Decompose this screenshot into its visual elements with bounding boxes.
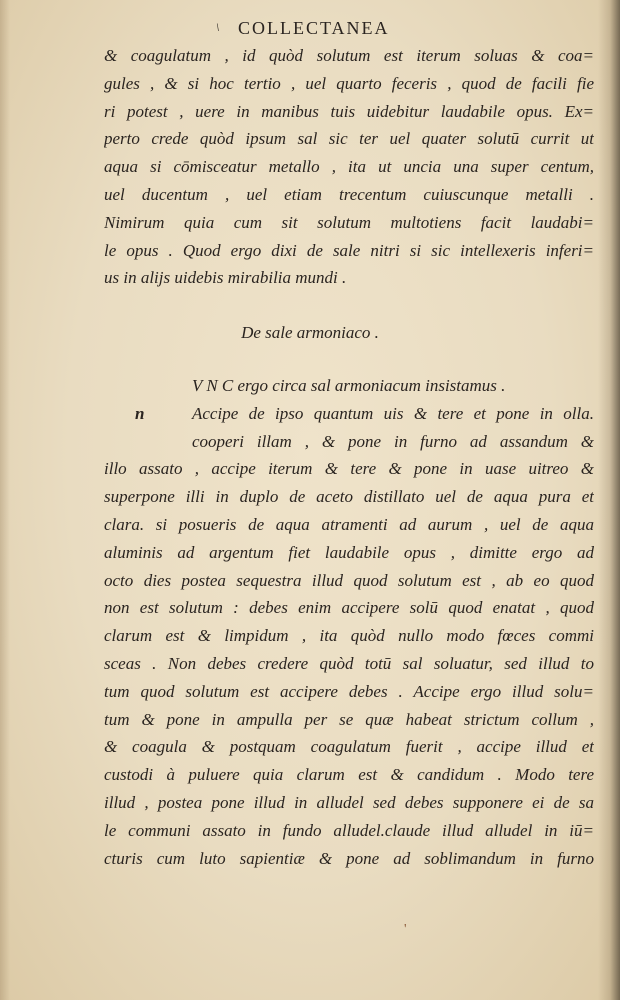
text-line: Accipe de ipso quantum uis & tere et pone in olla. <box>192 403 594 423</box>
text-line: uel ducentum , uel etiam trecentum cuiuscunque metalli . <box>104 184 594 204</box>
text-line: le communi assato in fundo alludel.claude illud alludel in iū= <box>104 820 594 840</box>
text-line: perto crede quòd ipsum sal sic ter uel quater solutū currit ut <box>104 129 594 149</box>
header-mark: \ <box>216 20 220 34</box>
text-line: Nimirum quia cum sit solutum multotiens facit laudabi= <box>104 212 594 232</box>
text-line: clarum est & limpidum , ita quòd nullo modo fœces commi <box>104 626 594 646</box>
text-line: cturis cum luto sapientiæ & pone ad soblimandum in furno <box>104 848 594 868</box>
text-line: tum quod solutum est accipere debes . Accipe ergo illud solu= <box>104 681 594 701</box>
text-line: sceas . Non debes credere quòd totū sal soluatur, sed illud to <box>104 653 594 673</box>
text-line: non est solutum : debes enim accipere solū quod enatat , quod <box>104 598 594 618</box>
text-line: tum & pone in ampulla per se quæ habeat strictum collum , <box>104 709 594 729</box>
text-line: illud , postea pone illud in alludel sed debes supponere ei de sa <box>104 792 594 812</box>
page-gutter-shadow <box>598 0 620 1000</box>
page-left-edge <box>0 0 10 1000</box>
text-line: clara. si posueris de aqua atramenti ad aurum , uel de aqua <box>104 514 594 534</box>
text-line: superpone illi in duplo de aceto distillato uel de aqua pura et <box>104 487 594 507</box>
text-line: cooperi illam , & pone in furno ad assandum & <box>192 431 594 451</box>
text-line: gules , & si hoc tertio , uel quarto feceris , quod de facili fie <box>104 73 594 93</box>
running-title: COLLECTANEA <box>238 18 390 38</box>
text-line: octo dies postea sequestra illud quod solutum est , ab eo quod <box>104 570 594 590</box>
text-line: le opus . Quod ergo dixi de sale nitri si sic intellexeris inferi= <box>104 240 594 260</box>
text-line: aqua si cōmisceatur metallo , ita ut uncia una super centum, <box>104 157 594 177</box>
text-line: & coagula & postquam coagulatum fuerit , accipe illud et <box>104 737 594 757</box>
section-heading: De sale armoniaco . <box>241 323 379 342</box>
text-line: us in alijs uidebis mirabilia mundi . <box>104 268 347 288</box>
text-line: aluminis ad argentum fiet laudabile opus , dimitte ergo ad <box>104 542 594 562</box>
text-line: V N C ergo circa sal armoniacum insistamus . <box>192 376 506 395</box>
text-line: ri potest , uere in manibus tuis uidebitur laudabile opus. Ex= <box>104 101 594 121</box>
paragraph-one <box>104 42 594 292</box>
text-line: custodi à puluere quia clarum est & candidum . Modo tere <box>104 765 594 785</box>
paragraph-two <box>104 372 594 872</box>
drop-initial: n <box>135 404 145 423</box>
text-line: & coagulatum , id quòd solutum est iterum soluas & coa= <box>104 46 594 65</box>
footer-mark: ' <box>404 922 407 937</box>
text-line: illo assato , accipe iterum & tere & pone in uase uitreo & <box>104 459 594 479</box>
